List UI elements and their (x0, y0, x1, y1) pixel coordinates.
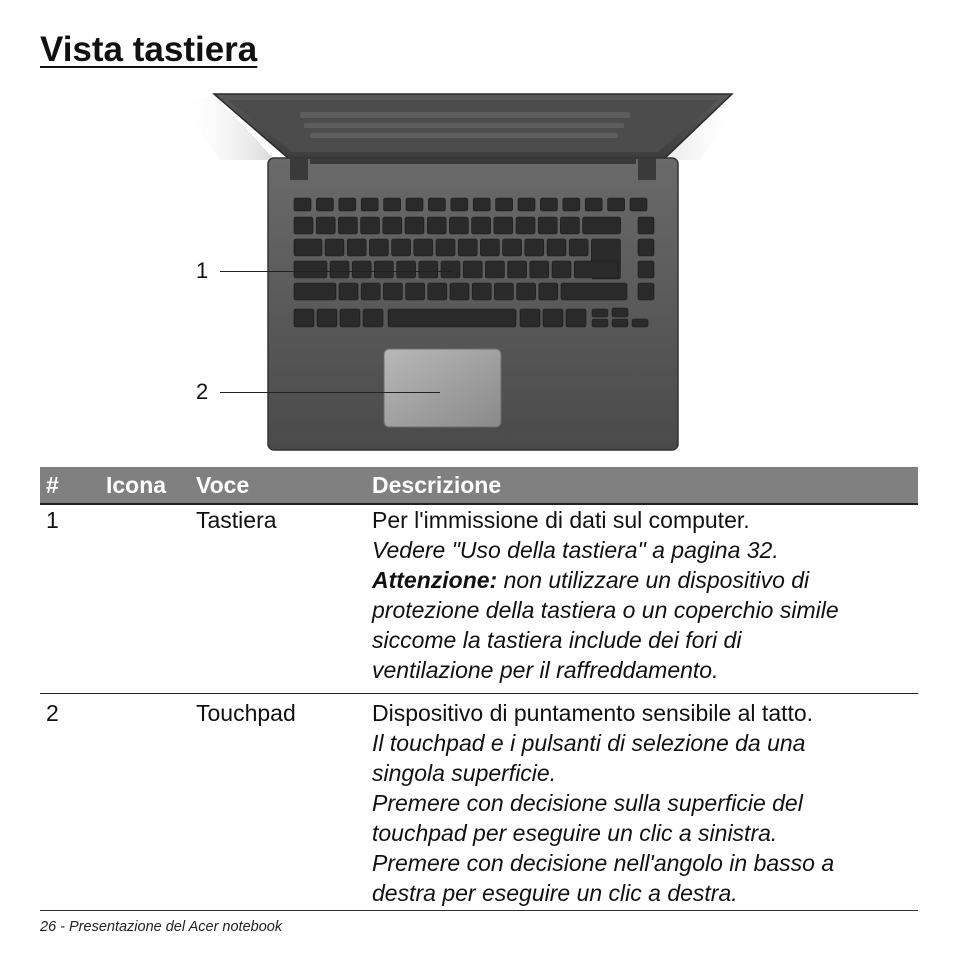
keyboard-key (503, 239, 522, 256)
keyboard-key (340, 309, 360, 327)
description-line: touchpad per eseguire un clic a sinistra. (372, 820, 778, 846)
keyboard-key (569, 239, 588, 256)
keyboard-key (592, 319, 608, 327)
keyboard-key (374, 261, 393, 278)
keyboard-key (347, 239, 366, 256)
row-description (366, 694, 918, 919)
keyboard-key (392, 239, 411, 256)
keyboard-key (638, 283, 654, 300)
description-main: Per l'immissione di dati sul computer. (372, 507, 750, 533)
keyboard-key (508, 261, 527, 278)
keyboard-key (516, 217, 535, 234)
keyboard-key (547, 239, 566, 256)
keyboard-key (419, 261, 438, 278)
footer-divider (40, 910, 918, 911)
table-row (40, 694, 918, 919)
row-item: Touchpad (196, 700, 296, 726)
keyboard-key (436, 239, 455, 256)
row-item: Tastiera (196, 507, 277, 533)
keyboard-key (530, 261, 549, 278)
keyboard-key (330, 261, 349, 278)
page-footer: 26 - Presentazione del Acer notebook (40, 919, 283, 935)
keyboard-key (405, 217, 424, 234)
keyboard-key (612, 308, 628, 317)
description-line: Il touchpad e i pulsanti di selezione da una (372, 730, 806, 756)
keyboard-key (316, 198, 333, 211)
description-line: Premere con decisione nell'angolo in basso a (372, 850, 835, 876)
keyboard-key (458, 239, 477, 256)
keyboard-key (525, 239, 544, 256)
keyboard-key (317, 309, 337, 327)
keyboard-key (566, 309, 586, 327)
keyboard-key (397, 261, 416, 278)
description-main: Dispositivo di puntamento sensibile al tatto. (372, 700, 814, 726)
keyboard-key (383, 217, 402, 234)
keyboard-key (463, 261, 482, 278)
warning-line: ventilazione per il raffreddamento. (372, 657, 719, 683)
description-reference: Vedere "Uso della tastiera" a pagina 32. (372, 537, 779, 563)
keyboard-key (338, 217, 357, 234)
keyboard-key (485, 261, 504, 278)
table-header-row (40, 467, 918, 504)
keyboard-key (638, 239, 654, 256)
keyboard-key (361, 198, 378, 211)
warning-label: Attenzione: (372, 567, 498, 593)
description-line: singola superficie. (372, 760, 557, 786)
keyboard-key (383, 283, 402, 300)
keyboard-key (518, 198, 535, 211)
keyboard-key (638, 217, 654, 234)
keyboard-key (388, 309, 516, 327)
keyboard-key (361, 217, 380, 234)
keyboard-key (427, 217, 446, 234)
keyboard-key (449, 217, 468, 234)
keyboard-key (543, 309, 563, 327)
keyboard-key (612, 319, 628, 327)
callout-keyboard-line (220, 271, 452, 272)
keyboard-key (517, 283, 536, 300)
page-title: Vista tastiera (40, 30, 258, 69)
row-icon (100, 694, 190, 919)
keyboard-key (428, 283, 447, 300)
keyboard-key (363, 309, 383, 327)
keyboard-key (496, 198, 513, 211)
keyboard-key (441, 261, 460, 278)
keyboard-key (414, 239, 433, 256)
keyboard-key (494, 283, 513, 300)
keyboard-key (294, 239, 322, 256)
description-warning (372, 565, 918, 595)
warning-text: non utilizzare un dispositivo di (497, 567, 810, 593)
header-description: Descrizione (366, 467, 918, 504)
keyboard-key (540, 198, 557, 211)
callout-keyboard-number: 1 (196, 258, 209, 283)
keyboard-key (361, 283, 380, 300)
keyboard-key (538, 217, 557, 234)
laptop-keyboard-illustration (180, 90, 740, 455)
keyboard-key (294, 261, 327, 278)
keyboard-key (585, 198, 602, 211)
row-icon (100, 504, 190, 694)
keyboard-key (473, 198, 490, 211)
header-item: Voce (190, 467, 366, 504)
keyboard-key (428, 198, 445, 211)
keyboard-key (630, 198, 647, 211)
keyboard-key (494, 217, 513, 234)
keyboard-key (608, 198, 625, 211)
keyboard-key (294, 283, 336, 300)
keyboard-key (480, 239, 499, 256)
component-table (40, 467, 918, 918)
warning-line: protezione della tastiera o un coperchio simile (372, 597, 839, 623)
keyboard-key (472, 283, 491, 300)
keyboard-key (552, 261, 571, 278)
row-number: 1 (46, 507, 59, 533)
header-icon: Icona (100, 467, 190, 504)
row-number: 2 (46, 700, 59, 726)
keyboard-key (384, 198, 401, 211)
keyboard-key (406, 198, 423, 211)
callout-touchpad-number: 2 (196, 379, 209, 404)
keyboard-key (294, 198, 311, 211)
keyboard-key (638, 261, 654, 278)
keyboard-key (451, 198, 468, 211)
keyboard-key (406, 283, 425, 300)
header-number: # (40, 467, 100, 504)
callout-touchpad-line (220, 392, 440, 393)
keyboard-key (472, 217, 491, 234)
keyboard-key (632, 319, 648, 327)
keyboard-key (583, 217, 621, 234)
keyboard-key (339, 198, 356, 211)
description-line: Premere con decisione sulla superficie del (372, 790, 803, 816)
description-line: destra per eseguire un clic a destra. (372, 880, 738, 906)
keyboard-key (339, 283, 358, 300)
keyboard-key (450, 283, 469, 300)
touchpad (384, 349, 501, 427)
table-row (40, 504, 918, 694)
keyboard-key (294, 217, 313, 234)
keyboard-key (369, 239, 388, 256)
keyboard-key (561, 283, 627, 300)
keyboard-key (574, 261, 618, 278)
keyboard-key (563, 198, 580, 211)
warning-line: siccome la tastiera include dei fori di (372, 627, 742, 653)
keyboard-key (560, 217, 579, 234)
keyboard-key (316, 217, 335, 234)
keyboard-key (294, 309, 314, 327)
keyboard-key (539, 283, 558, 300)
keyboard-key (325, 239, 344, 256)
row-description (366, 504, 918, 694)
keyboard-key (520, 309, 540, 327)
keyboard-key (352, 261, 371, 278)
keyboard-key (592, 309, 608, 317)
